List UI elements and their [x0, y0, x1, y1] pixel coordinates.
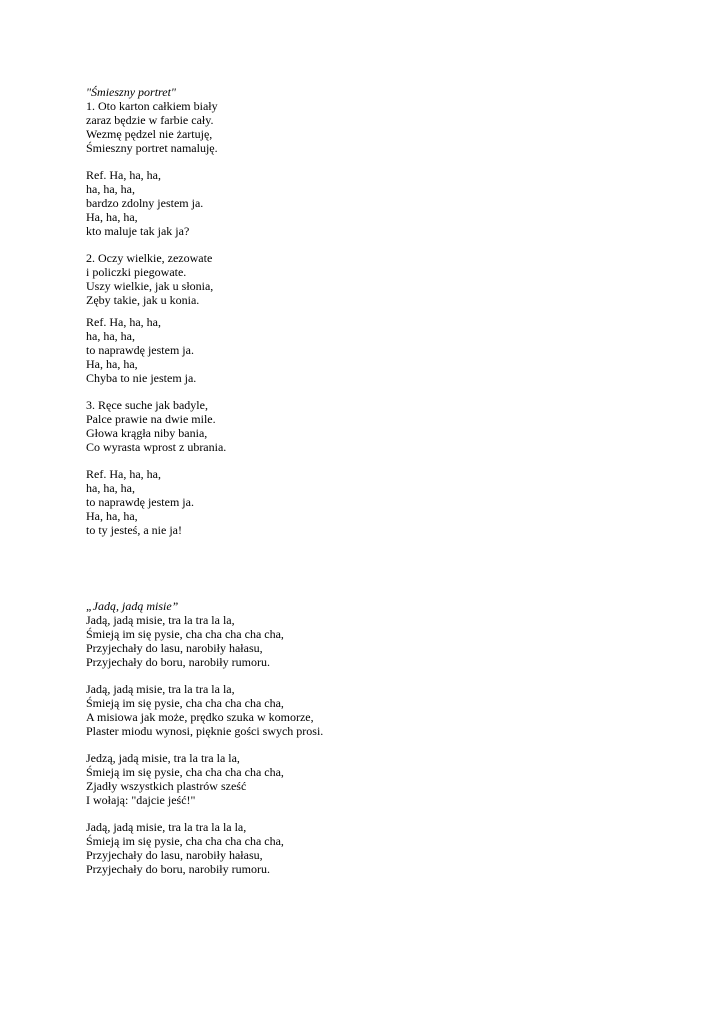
lyric-line: Ha, ha, ha, — [86, 509, 138, 523]
lyric-line: Śmieją im się pysie, cha cha cha cha cha, — [86, 696, 284, 710]
song-title: "Śmieszny portret" — [86, 85, 176, 99]
lyric-line: Głowa krągła niby bania, — [86, 426, 208, 440]
lyric-line: zaraz będzie w farbie cały. — [86, 113, 214, 127]
lyric-line: Zęby takie, jak u konia. — [86, 293, 200, 307]
stanza-verse-1 — [86, 613, 646, 669]
lyric-line: to naprawdę jestem ja. — [86, 495, 194, 509]
stanza-verse-3 — [86, 398, 646, 454]
lyric-line: 1. Oto karton całkiem biały — [86, 99, 218, 113]
lyric-line: Zjadły wszystkich plastrów sześć — [86, 779, 247, 793]
stanza-refrain-2 — [86, 315, 646, 385]
lyric-line: ha, ha, ha, — [86, 329, 135, 343]
lyric-line: Co wyrasta wprost z ubrania. — [86, 440, 227, 454]
lyric-line: i policzki piegowate. — [86, 265, 187, 279]
lyric-line: 2. Oczy wielkie, zezowate — [86, 251, 213, 265]
lyric-line: bardzo zdolny jestem ja. — [86, 196, 204, 210]
lyric-line: Ha, ha, ha, — [86, 357, 138, 371]
lyric-line: to ty jesteś, a nie ja! — [86, 523, 182, 537]
lyric-line: Śmieszny portret namaluję. — [86, 141, 218, 155]
lyric-line: to naprawdę jestem ja. — [86, 343, 194, 357]
lyric-line: Jadą, jadą misie, tra la tra la la, — [86, 613, 235, 627]
lyric-line: Uszy wielkie, jak u słonia, — [86, 279, 214, 293]
lyric-line: I wołają: "dajcie jeść!" — [86, 793, 196, 807]
stanza-verse-1 — [86, 99, 646, 155]
stanza-verse-4 — [86, 820, 646, 876]
lyric-line: Jedzą, jadą misie, tra la tra la la, — [86, 751, 240, 765]
lyric-line: Chyba to nie jestem ja. — [86, 371, 197, 385]
lyric-line: Jadą, jadą misie, tra la tra la la la, — [86, 820, 247, 834]
stanza-verse-2 — [86, 251, 646, 307]
lyric-line: Przyjechały do boru, narobiły rumoru. — [86, 862, 270, 876]
lyric-line: 3. Ręce suche jak badyle, — [86, 398, 208, 412]
song-title: „Jadą, jadą misie” — [86, 599, 179, 613]
stanza-refrain-1 — [86, 168, 646, 238]
lyric-line: Plaster miodu wynosi, pięknie gości swych prosi. — [86, 724, 324, 738]
stanza-verse-2 — [86, 682, 646, 738]
lyric-line: ha, ha, ha, — [86, 481, 135, 495]
stanza-verse-3 — [86, 751, 646, 807]
lyric-line: kto maluje tak jak ja? — [86, 224, 190, 238]
lyric-line: Przyjechały do lasu, narobiły hałasu, — [86, 848, 263, 862]
lyric-line: Przyjechały do lasu, narobiły hałasu, — [86, 641, 263, 655]
stanza-refrain-3 — [86, 467, 646, 537]
lyric-line: Ref. Ha, ha, ha, — [86, 168, 161, 182]
lyric-line: A misiowa jak może, prędko szuka w komorze, — [86, 710, 314, 724]
song-smieszny-portret — [86, 85, 646, 537]
lyric-line: Wezmę pędzel nie żartuję, — [86, 127, 213, 141]
song-jada-jada-misie — [86, 599, 646, 876]
lyric-line: Ref. Ha, ha, ha, — [86, 467, 161, 481]
lyric-line: Śmieją im się pysie, cha cha cha cha cha, — [86, 834, 284, 848]
lyric-line: Przyjechały do boru, narobiły rumoru. — [86, 655, 270, 669]
lyric-line: Ha, ha, ha, — [86, 210, 138, 224]
lyric-line: Palce prawie na dwie mile. — [86, 412, 216, 426]
lyric-line: Śmieją im się pysie, cha cha cha cha cha, — [86, 765, 284, 779]
lyric-line: ha, ha, ha, — [86, 182, 135, 196]
lyric-line: Ref. Ha, ha, ha, — [86, 315, 161, 329]
lyric-line: Śmieją im się pysie, cha cha cha cha cha, — [86, 627, 284, 641]
lyric-line: Jadą, jadą misie, tra la tra la la, — [86, 682, 235, 696]
